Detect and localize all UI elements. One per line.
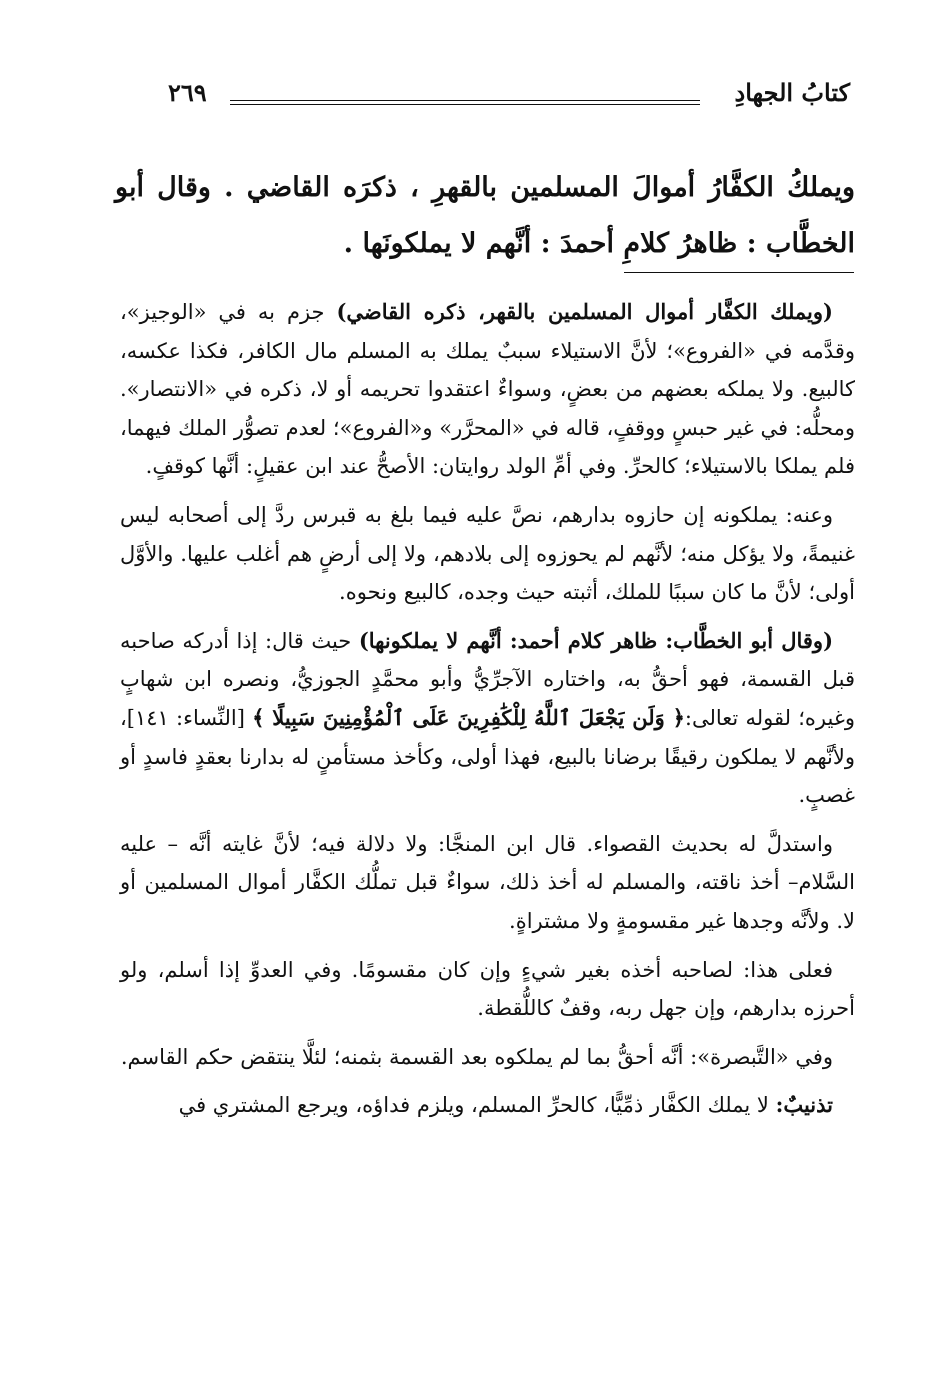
paragraph-text: واستدلَّ له بحديث القصواء. قال ابن المنجَّا: ولا دلالة فيه؛ لأنَّ غايته أنَّه – عليه السَّلام– أخذ ناقته، والمسلم له أخذ ذلك، سواءٌ قبل تملُّك الكفَّار أموال المسلمين أو لا. ولأنَّه وجدها غير مقسومةٍ ولا مشتراةٍ.	[120, 831, 855, 933]
paragraph	[120, 622, 855, 815]
paragraph	[120, 1038, 855, 1077]
paragraph-text: جزم به في «الوجيز»، وقدَّمه في «الفروع»؛ لأنَّ الاستيلاء سببٌ يملك به المسلم مال الكافر، فكذا عكسه، كالبيع. ولا يملكه بعضهم من بعضٍ، وسواءٌ اعتقدوا تحريمه أو لا، ذكره في «الانتصار». ومحلُّه: في غير حبسٍ ووقفٍ، قاله في «المحرَّر» و«الفروع»؛ لعدم تصوُّر الملك فيهما، فلم يملكا بالاستيلاء؛ كالحرِّ. وفي أمِّ الولد روايتان: الأصحُّ عند ابن عقيلٍ: أنَّها كوقفٍ.	[120, 300, 855, 479]
paragraph-text: حيث قال: إذا أدركه صاحبه قبل القسمة، فهو أحقُّ به، واختاره الآجرِّيُّ وأبو محمَّدٍ الجوزيُّ، ونصره ابن شهابٍ وغيره؛ لقوله تعالى:	[120, 628, 855, 730]
paragraph-text: وفي «التَّبصرة»: أنَّه أحقُّ بما لم يملكوه بعد القسمة بثمنه؛ لئلَّا ينتقض حكم القاسم.	[120, 1044, 833, 1069]
paragraph	[120, 1086, 855, 1125]
running-title: كتابُ الجهادِ	[734, 78, 850, 107]
separator-rule	[624, 272, 854, 273]
commentary	[120, 293, 855, 1135]
paragraph	[120, 293, 855, 486]
header-rule	[230, 100, 700, 105]
page-number: ٢٦٩	[168, 78, 207, 107]
page-header	[120, 78, 850, 118]
paragraph-lead: (ويملك الكفَّار أموال المسلمين بالقهر، ذكره القاضي)	[336, 299, 833, 324]
paragraph	[120, 496, 855, 612]
paragraph-lead: تذنيبٌ:	[775, 1092, 833, 1118]
paragraph-text: وعنه: يملكونه إن حازوه بدارهم، نصَّ عليه فيما بلغ به قبرس ردَّ إلى أصحابه ليس غنيمةً، ولا يؤكل منه؛ لأنَّهم لم يحوزوه إلى بلادهم، ولا إلى أرضٍ هم أغلب عليها. والأوَّل أولى؛ لأنَّ ما كان سببًا للملك، أثبته حيث وجده، كالبيع ونحوه.	[120, 502, 855, 605]
quran-verse: ﴿ وَلَن يَجْعَلَ ٱللَّهُ لِلْكَٰفِرِينَ عَلَى ٱلْمُؤْمِنِينَ سَبِيلًا ﴾	[252, 704, 685, 730]
paragraph	[120, 951, 855, 1028]
paragraph-text: فعلى هذا: لصاحبه أخذه بغير شيءٍ وإن كان مقسومًا. وفي العدوِّ إذا أسلم، ولو أحرزه بدارهم، وإن جهل ربه، وقفٌ كاللُّقطة.	[120, 957, 855, 1021]
paragraph-text: لا يملك الكفَّار ذمِّيًّا، كالحرِّ المسلم، ويلزم فداؤه، ويرجع المشتري في	[178, 1093, 776, 1118]
paragraph-text-continued: [النِّساء: ١٤١]، ولأنَّهم لا يملكون رقيقًا برضانا بالبيع، فهذا أولى، وكأخذ مستأمنٍ له بدارنا بعقدٍ فاسدٍ أو غصبٍ.	[120, 705, 855, 808]
paragraph-lead: (وقال أبو الخطَّاب: ظاهر كلام أحمد: أنَّهم لا يملكونها)	[358, 627, 834, 653]
main-text: ويملكُ الكفَّارُ أموالَ المسلمين بالقهرِ ، ذكرَه القاضي . وقال أبو الخطَّاب : ظاهرُ كلامِ أحمدَ : أنَّهم لا يملكونَها .	[115, 172, 855, 259]
paragraph	[120, 825, 855, 941]
